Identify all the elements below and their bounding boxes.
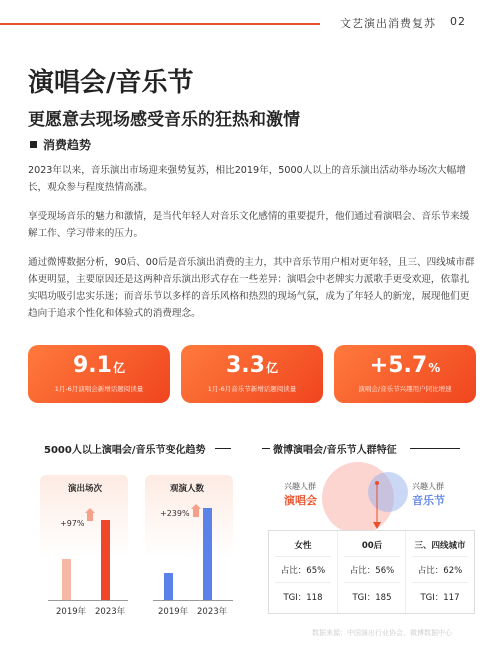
- profile-column: [269, 531, 337, 613]
- stat-unit: 亿: [112, 361, 125, 375]
- chart-title-audience: 观演人数: [170, 484, 205, 494]
- stat-desc: 演唱会/音乐节兴趣用户同比增速: [358, 385, 452, 393]
- paragraph-3: 通过微博数据分析，90后、00后是音乐演出消费的主力，其中音乐节用户相对更年轻，且三、四线城市群体更明显，主要原因还是这两种音乐演出形式存在一些差异：演唱会中老牌实力派歌手更受欢迎，依靠扎实唱功吸引忠实乐迷；而音乐节以多样的音乐风格和热烈的现场气氛，成为了年轻人的新宠，展现他们更趋向于追求个性化和体验式的消费理念。: [28, 257, 475, 319]
- trend-chart-title: 5000人以上演唱会/音乐节变化趋势: [44, 445, 206, 456]
- concert-group-name: 演唱会: [284, 494, 317, 507]
- stat-unit: 亿: [265, 361, 278, 375]
- profile-table: [268, 530, 475, 614]
- bar-shows-2019年: [62, 559, 71, 600]
- column-head: 三、四线城市: [414, 541, 466, 551]
- bar-shows-2023年: [101, 520, 110, 600]
- festival-group-name: 音乐节: [412, 494, 445, 507]
- stat-value: +5.7: [369, 353, 428, 378]
- bar-audience-2023年: [203, 508, 212, 600]
- concert-group-label: 兴趣人群: [284, 482, 316, 491]
- change-label-shows: +97%: [60, 519, 85, 528]
- bar-audience-2019年: [164, 573, 173, 600]
- row-divider: [412, 582, 468, 583]
- stat-card-concert-reads: [28, 345, 170, 403]
- tgi-value: TGI：118: [283, 593, 323, 603]
- section-heading: [30, 136, 91, 153]
- stat-desc: 1月-6月音乐节新增话题阅读量: [207, 385, 297, 393]
- x-label: 2019年: [56, 607, 87, 617]
- paragraph-1: 2023年以来，音乐演出市场迎来强势复苏，相比2019年，5000人以上的音乐演出活动举办场次大幅增长，观众参与程度热情高涨。: [28, 165, 466, 193]
- x-label: 2023年: [95, 607, 126, 617]
- column-head: 女性: [294, 541, 312, 551]
- stat-card-user-growth: [334, 345, 476, 403]
- tgi-value: TGI：117: [420, 593, 460, 603]
- row-divider: [275, 556, 331, 557]
- share-value: 占比：62%: [417, 566, 463, 576]
- stat-card-festival-reads: [181, 345, 323, 403]
- stat-value: 9.1: [73, 353, 112, 378]
- row-divider: [344, 556, 400, 557]
- axis-shows: [48, 600, 128, 601]
- header-section-title: 文艺演出消费复苏: [340, 17, 436, 30]
- axis-audience: [153, 600, 233, 601]
- page-subtitle: 更愿意去现场感受音乐的狂热和激情: [28, 110, 300, 130]
- stat-value: 3.3: [226, 353, 265, 378]
- share-value: 占比：56%: [349, 566, 395, 576]
- trend-title-rule: [215, 448, 231, 449]
- row-divider: [412, 556, 468, 557]
- profile-title-rule-right: [410, 448, 460, 449]
- page-number: 02: [450, 15, 466, 28]
- share-value: 占比：65%: [280, 566, 326, 576]
- stat-desc: 1月-6月演唱会新增话题阅读量: [54, 385, 144, 393]
- square-bullet-icon: [30, 141, 37, 148]
- change-label-audience: +239%: [160, 509, 190, 518]
- chart-title-shows: 演出场次: [68, 484, 103, 494]
- up-arrow-icon: [190, 503, 204, 519]
- header-accent-line: [0, 23, 320, 25]
- data-source-footer: 数据来源：中国演出行业协会、微博数据中心: [312, 629, 452, 637]
- paragraph-2: 享受现场音乐的魅力和激情，是当代年轻人对音乐文化感情的重要提升，他们通过看演唱会、音乐节来缓解工作、学习带来的压力。: [28, 211, 470, 239]
- festival-group-label: 兴趣人群: [412, 482, 444, 491]
- profile-column: [337, 531, 406, 613]
- profile-title-rule-left: [262, 448, 270, 449]
- column-head: 00后: [361, 541, 383, 551]
- tgi-value: TGI：185: [352, 593, 392, 603]
- profile-title: 微博演唱会/音乐节人群特征: [273, 445, 397, 456]
- up-arrow-icon: [84, 507, 98, 523]
- profile-column: [405, 531, 474, 613]
- page-title: 演唱会/音乐节: [28, 68, 194, 98]
- section-heading-text: 消费趋势: [43, 138, 92, 152]
- row-divider: [344, 582, 400, 583]
- x-label: 2023年: [197, 607, 228, 617]
- x-label: 2019年: [158, 607, 189, 617]
- stat-unit: %: [428, 361, 441, 375]
- row-divider: [275, 582, 331, 583]
- pointer-arrow-icon: [372, 480, 382, 530]
- header-bar: [0, 14, 504, 32]
